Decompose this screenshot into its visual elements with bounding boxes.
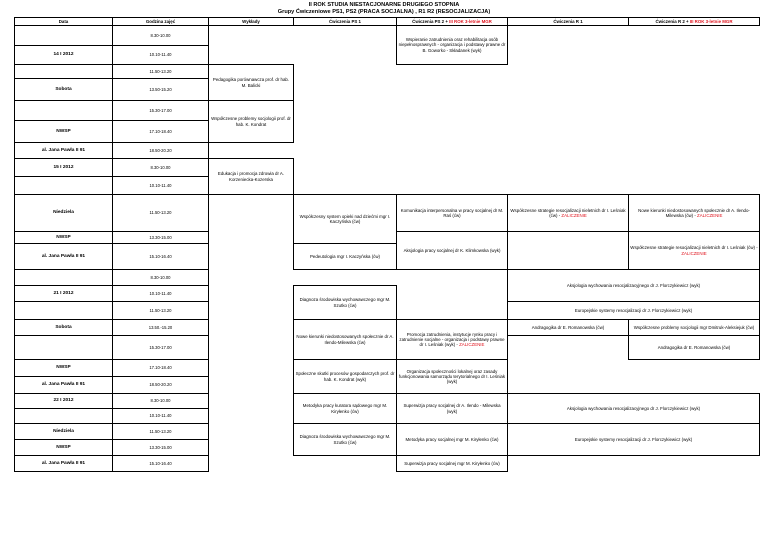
hour-cell: 17.10-18.40 bbox=[113, 121, 209, 143]
date-cell bbox=[15, 101, 113, 121]
hour-cell: 15.10-16.40 bbox=[113, 456, 209, 472]
class-cell: Wspieranie zatrudnienia oraz rehabilitacja osób niepełnosprawnych - organizacja i podstawy prawne dr B. Goworko - Składanek (wyk) bbox=[397, 26, 508, 65]
class-cell: Komunikacja interpersonalna w pracy socjalnej dr M. Raś (ćw) bbox=[397, 195, 508, 232]
date-cell: NWSP bbox=[15, 121, 113, 143]
table-row bbox=[15, 424, 760, 440]
hour-cell: 10.10-11.40 bbox=[113, 46, 209, 65]
table-row bbox=[15, 143, 760, 159]
date-cell bbox=[15, 177, 113, 195]
hour-cell: 15.30-17.00 bbox=[113, 101, 209, 121]
hour-cell: 13.30-15.00 bbox=[113, 232, 209, 244]
class-cell: Aksjologia wychowania resocjalizacyjnego dr J. Florczykiewicz (wyk) bbox=[508, 270, 760, 302]
hour-cell: 11.50-13.20 bbox=[113, 195, 209, 232]
hour-cell: 18.50-20.20 bbox=[113, 143, 209, 159]
date-cell: Niedziela bbox=[15, 424, 113, 440]
date-cell bbox=[15, 65, 113, 79]
class-cell: Superwizja pracy socjalnej dr A. Ilendo - Milewska (wyk) bbox=[397, 394, 508, 424]
schedule-table bbox=[14, 17, 760, 472]
class-cell: Metodyka pracy kuratora sądowego mgr M. Kiryłenko (ćw) bbox=[294, 394, 397, 424]
table-row bbox=[15, 46, 760, 65]
class-cell: Aksjologia pracy socjalnej dr K. Klimkowska (wyk) bbox=[397, 232, 508, 270]
class-cell: Metodyka pracy socjalnej mgr M. Kiryłenko (ćw) bbox=[397, 424, 508, 456]
hour-cell: 8.30-10.00 bbox=[113, 394, 209, 409]
class-cell: Andragogika dr E. Romanowska (ćw) bbox=[629, 336, 760, 360]
hour-cell: 13.30-15.00 bbox=[113, 440, 209, 456]
class-cell: Pedeutologia mgr I. Kaczyńska (ćw) bbox=[294, 244, 397, 270]
date-cell: 15 I 2012 bbox=[15, 159, 113, 177]
class-cell: Andragogika dr E. Romanowska (ćw) bbox=[508, 320, 629, 336]
class-cell: Współczesne strategie resocjalizacji nieletnich dr I. Leśniak (ćw) - ZALICZENIE bbox=[508, 195, 629, 232]
table-row bbox=[15, 394, 760, 409]
date-cell: 14 I 2012 bbox=[15, 46, 113, 65]
table-row bbox=[15, 195, 760, 232]
class-cell: Europejskie systemy resocjalizacji dr J. Florczykiewicz (wyk) bbox=[508, 424, 760, 456]
hour-cell: 18.50-20.20 bbox=[113, 377, 209, 394]
document-subtitle: Grupy Ćwiczeniowe PS1, PS2 (PRACA SOCJALNA) , R1 R2 (RESOCJALIZACJA) bbox=[277, 9, 491, 15]
table-row bbox=[15, 79, 760, 101]
date-cell bbox=[15, 302, 113, 320]
table-row bbox=[15, 360, 760, 377]
date-cell bbox=[15, 270, 113, 286]
col-header-ps1: Ćwiczenia PS 1 bbox=[294, 18, 397, 26]
table-row bbox=[15, 101, 760, 121]
table-row bbox=[15, 177, 760, 195]
hour-cell: 10.10-11.40 bbox=[113, 177, 209, 195]
table-row bbox=[15, 26, 760, 46]
hour-cell: 15.30-17.00 bbox=[113, 336, 209, 360]
date-cell: al. Jana Pawła II 91 bbox=[15, 377, 113, 394]
class-cell: Społeczne skutki procesów gospodarczych prof. dr hab. K. Kondrat (wyk) bbox=[294, 360, 397, 394]
table-row bbox=[15, 121, 760, 143]
col-header-data: Data bbox=[15, 18, 113, 26]
class-cell: Superwizja pracy socjalnej mgr M. Kiryłenko (ćw) bbox=[397, 456, 508, 472]
hour-cell: 15.10-16.40 bbox=[113, 244, 209, 270]
col-header-r1: Ćwiczenia R 1 bbox=[508, 18, 629, 26]
date-cell: NWSP bbox=[15, 440, 113, 456]
lecture-cell: Pedagogika porównawcza prof. dr hab. M. Balicki bbox=[209, 65, 294, 101]
date-cell: 21 I 2012 bbox=[15, 286, 113, 302]
hour-cell: 13.50-15.20 bbox=[113, 79, 209, 101]
table-row bbox=[15, 65, 760, 79]
date-cell: Sobota bbox=[15, 79, 113, 101]
class-cell: Europejskie systemy resocjalizacji dr J. Florczykiewicz (wyk) bbox=[508, 302, 760, 320]
class-cell: Aksjologia wychowania resocjalizacyjnego dr J. Florczykiewicz (wyk) bbox=[508, 394, 760, 424]
class-cell: Nowe kierunki niedostosowanych społecznie dr A. Ilendo-Milewska (ćw) - ZALICZENIE bbox=[629, 195, 760, 232]
hour-cell: 8.30-10.00 bbox=[113, 159, 209, 177]
table-row bbox=[15, 270, 760, 286]
hour-cell: 11.50-13.20 bbox=[113, 65, 209, 79]
table-row bbox=[15, 456, 760, 472]
hour-cell: 10.10-11.40 bbox=[113, 286, 209, 302]
table-row bbox=[15, 159, 760, 177]
date-cell: al. Jana Pawła II 91 bbox=[15, 456, 113, 472]
col-header-lectures: Wykłady bbox=[209, 18, 294, 26]
col-header-r2: Ćwiczenia R 2 + III ROK 3-letnie MGR bbox=[629, 18, 760, 26]
hour-cell: 11.50-13.20 bbox=[113, 424, 209, 440]
class-cell: Diagnoza środowiska wychowawczego mgr M. Szutko (ćw) bbox=[294, 424, 397, 456]
class-cell: Organizacja społeczności lokalnej oraz zasady funkcjonowania samorządu terytorialnego dr I. Leśniak (wyk) bbox=[397, 360, 508, 394]
hour-cell: 11.50-13.20 bbox=[113, 302, 209, 320]
date-cell: NWSP bbox=[15, 360, 113, 377]
header-row bbox=[15, 18, 760, 26]
date-cell bbox=[15, 336, 113, 360]
hour-cell: 8.30-10.00 bbox=[113, 270, 209, 286]
table-row bbox=[15, 320, 760, 336]
date-cell: Sobota bbox=[15, 320, 113, 336]
date-cell: Niedziela bbox=[15, 195, 113, 232]
col-header-hours: Godzina zajęć bbox=[113, 18, 209, 26]
hour-cell: 8.30-10.00 bbox=[113, 26, 209, 46]
class-cell: Współczesne problemy socjologii mgr Dmitruk-Aleksiejuk (ćw) bbox=[629, 320, 760, 336]
class-cell: Promocja zatrudnienia, instytucje rynku pracy i zatrudnienie socjalne - organizacja i podstawy prawne dr I. Leśniak (wyk) - ZALICZENIE bbox=[397, 320, 508, 360]
date-cell: NWSP bbox=[15, 232, 113, 244]
lecture-cell: Edukacja i promocja zdrowia dr A. Korzeniecka-Kozerska bbox=[209, 159, 294, 195]
col-header-ps2: Ćwiczenia PS 2 + III ROK 3-letnie MGR bbox=[397, 18, 508, 26]
date-cell bbox=[15, 26, 113, 46]
class-cell: Diagnoza środowiska wychowawczego mgr M. Szutko (ćw) bbox=[294, 286, 397, 320]
date-cell bbox=[15, 409, 113, 424]
hour-cell: 17.10-18.40 bbox=[113, 360, 209, 377]
hour-cell: 13.50.-15.20 bbox=[113, 320, 209, 336]
class-cell: Współczesny system opieki nad dziećmi mgr I. Kaczyńska (ćw) bbox=[294, 195, 397, 244]
class-cell: Nowe kierunki niedostosowanych społecznie dr A. Ilendo-Milewska (ćw) bbox=[294, 320, 397, 360]
date-cell: al. Jana Pawła II 91 bbox=[15, 143, 113, 159]
hour-cell: 10.10-11.40 bbox=[113, 409, 209, 424]
class-cell: Współczesne strategie resocjalizacji nieletnich dr I. Leśniak (ćw) - ZALICZENIE bbox=[629, 232, 760, 270]
date-cell: al. Jana Pawła II 91 bbox=[15, 244, 113, 270]
document-title: II ROK STUDIA NIESTACJONARNE DRUGIEGO STOPNIA bbox=[308, 2, 460, 8]
lecture-cell: Współczesne problemy socjologii prof. dr hab. K. Kondrat bbox=[209, 101, 294, 143]
date-cell: 22 I 2012 bbox=[15, 394, 113, 409]
